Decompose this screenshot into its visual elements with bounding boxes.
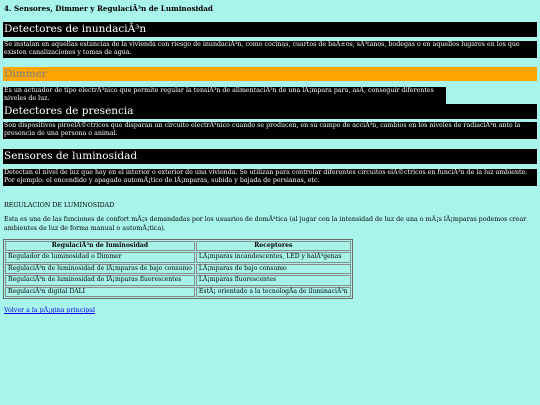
section-text-luminosidad: Detectan el nivel de luz que hay en el interior o exterior de una vivienda. Se utilizan para controlar diferentes circuitos elÃ©ctricos en funciÃ³n de la luz ambiente. Por ejemplo: el encendido y apagado automÃ¡tico de lÃ¡mparas, subida y bajada de persianas, etc.	[3, 169, 537, 186]
table-cell: LÃ¡mparas de bajo consumo	[196, 264, 351, 274]
section-heading-inundacion: Detectores de inundaciÃ³n	[3, 22, 537, 37]
table-cell: EstÃ¡ orientado a la tecnologÃa de iluminaciÃ³n	[196, 287, 351, 297]
table-cell: RegulaciÃ³n de luminosidad de lÃ¡mparas fluorescentes	[5, 275, 195, 285]
table-row	[5, 287, 351, 297]
table-row	[5, 264, 351, 274]
regulacion-label: REGULACION DE LUMINOSIDAD	[4, 202, 115, 209]
back-to-main-link[interactable]: Volver a la pÃ¡gina principal	[4, 307, 96, 314]
section-text-presencia: Son dispositivos piroelÃ©ctricos que disparan un circuito electrÃ³nico cuando se producen, en su campo de acciÃ³n, cambios en los niveles de radiaciÃ³n ante la presencia de una persona o animal.	[3, 122, 537, 139]
table-cell: Regulador de luminosidad o Dimmer	[5, 252, 195, 262]
table-header: RegulaciÃ³n de luminosidad	[5, 241, 195, 251]
table-row	[5, 252, 351, 262]
section-heading-dimmer: Dimmer	[3, 67, 537, 81]
table-cell: LÃ¡mparas fluorescentes	[196, 275, 351, 285]
section-heading-luminosidad: Sensores de luminosidad	[3, 149, 537, 164]
section-heading-presencia: Detectores de presencia	[3, 104, 537, 119]
luminosity-table	[3, 239, 353, 299]
regulacion-paragraph: Esta es una de las funciones de confort mÃ¡s demandadas por los usuarios de domÃ³tica (al jugar con la intensidad de luz de una o mÃ¡s lÃ¡mparas podemos crear ambientes de luz de forma manual o automÃ¡tica).	[4, 216, 527, 232]
section-text-dimmer: Es un actuador de tipo electrÃ³nico que permite regular la tensiÃ³n de alimentaciÃ³n de una lÃ¡mpara para, asÃ, conseguir diferentes niveles de luz.	[3, 87, 446, 104]
page-title: 4. Sensores, Dimmer y RegulaciÃ³n de Luminosidad	[4, 4, 213, 13]
table-header-row	[5, 241, 351, 251]
table-cell: RegulaciÃ³n digital DALI	[5, 287, 195, 297]
section-text-inundacion: Se instalan en aquellas estancias de la vivienda con riesgo de inundaciÃ³n, como cocinas, cuartos de baÃ±os, sÃ³tanos, bodegas o en aquellos lugares en los que existen canalizaciones y tomas de agua.	[3, 41, 537, 58]
table-cell: RegulaciÃ³n de luminosidad de lÃ¡mparas de bajo consumo	[5, 264, 195, 274]
table-row	[5, 275, 351, 285]
table-cell: LÃ¡mparas incandescentes, LED y halÃ³genas	[196, 252, 351, 262]
table-header: Receptores	[196, 241, 351, 251]
